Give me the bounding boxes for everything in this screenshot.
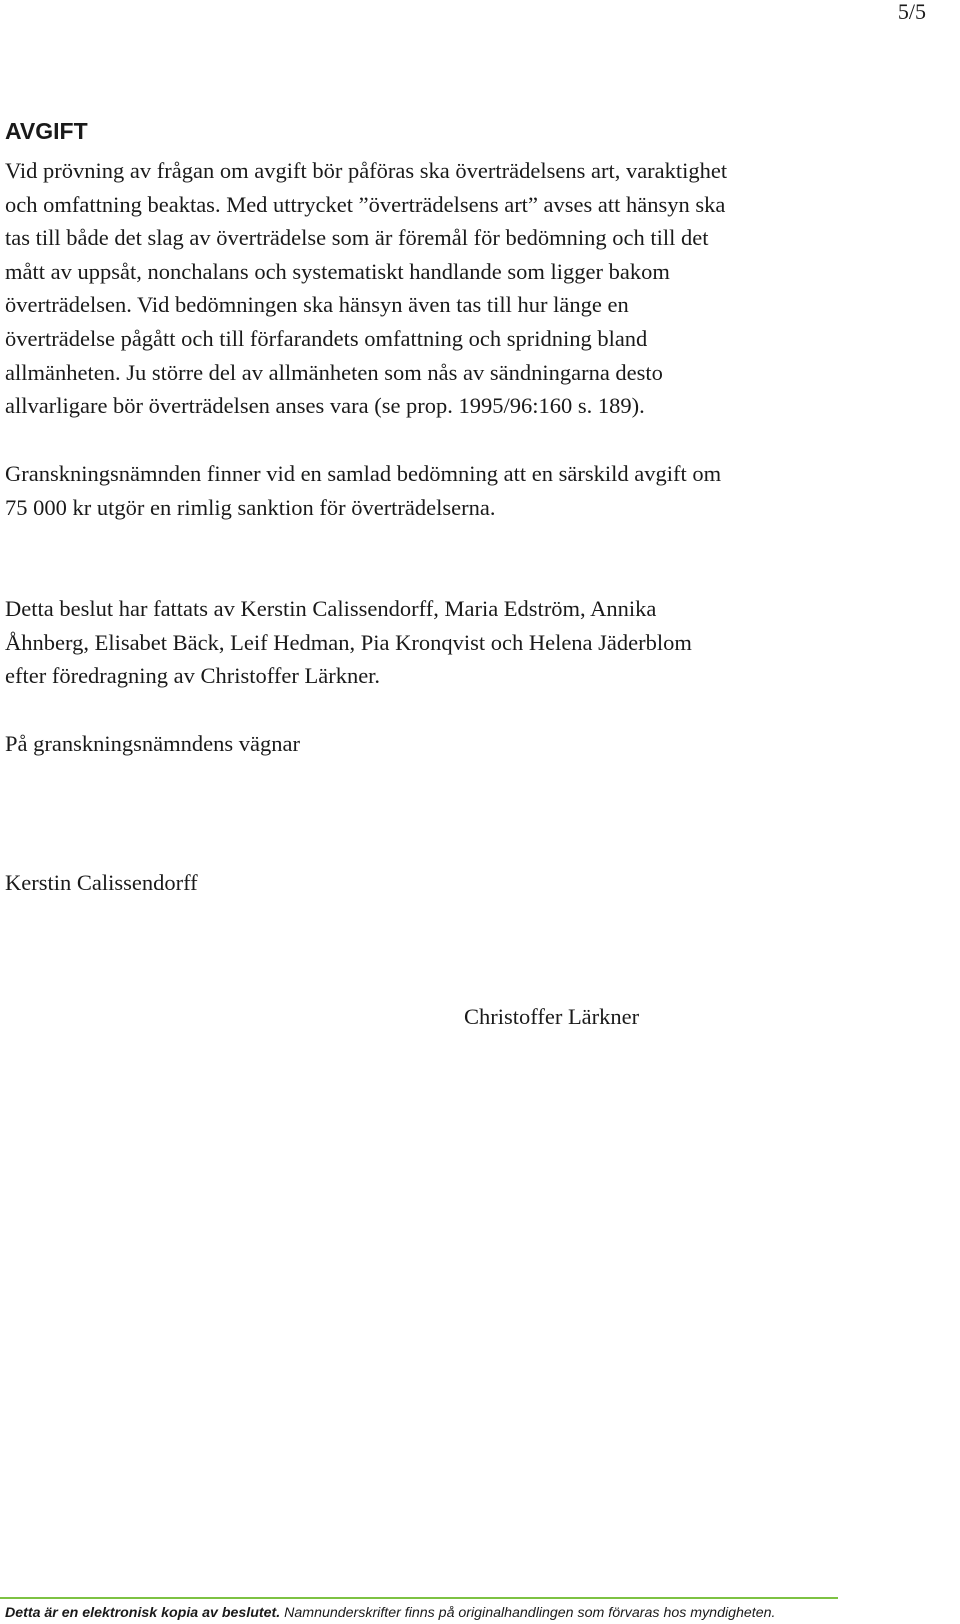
paragraph-line: efter föredragning av Christoffer Lärkner. bbox=[5, 663, 381, 689]
paragraph-line: och omfattning beaktas. Med uttrycket ”överträdelsens art” avses att hänsyn ska bbox=[5, 191, 726, 217]
section-heading: AVGIFT bbox=[5, 118, 88, 144]
paragraph-line: allvarligare bör överträdelsen anses vara (se prop. 1995/96:160 s. 189). bbox=[5, 393, 645, 419]
on-behalf-line: På granskningsnämndens vägnar bbox=[5, 731, 300, 756]
footer-divider bbox=[0, 1597, 838, 1599]
paragraph-line: Detta beslut har fattats av Kerstin Calissendorff, Maria Edström, Annika bbox=[5, 596, 657, 621]
paragraph-line: Granskningsnämnden finner vid en samlad bedömning att en särskild avgift om bbox=[5, 461, 722, 486]
fee-paragraph bbox=[5, 154, 885, 423]
paragraph-line: allmänheten. Ju större del av allmänheten som nås av sändningarna desto bbox=[5, 359, 663, 385]
page-number: 5/5 bbox=[897, 0, 926, 24]
paragraph-line: Vid prövning av frågan om avgift bör påföras ska överträdelsens art, varaktighet bbox=[5, 158, 728, 183]
paragraph-line: överträdelse pågått och till förfarandets omfattning och spridning bland bbox=[5, 325, 648, 351]
paragraph-line: överträdelsen. Vid bedömningen ska hänsyn även tas till hur länge en bbox=[5, 292, 629, 318]
signatory-rapporteur: Christoffer Lärkner bbox=[464, 1004, 640, 1029]
sanction-paragraph bbox=[5, 457, 885, 524]
signatory-chair: Kerstin Calissendorff bbox=[5, 870, 198, 895]
footer-note bbox=[5, 1604, 775, 1622]
footer-bold-text: Detta är en elektronisk kopia av beslutet. bbox=[5, 1605, 281, 1621]
paragraph-line: mått av uppsåt, nonchalans och systematiskt handlande som ligger bakom bbox=[5, 258, 670, 284]
paragraph-line: 75 000 kr utgör en rimlig sanktion för överträdelserna. bbox=[5, 494, 496, 520]
footer-normal-text: Namnunderskrifter finns på originalhandlingen som förvaras hos myndigheten. bbox=[280, 1605, 776, 1621]
paragraph-line: Åhnberg, Elisabet Bäck, Leif Hedman, Pia Kronqvist och Helena Jäderblom bbox=[5, 629, 692, 655]
decision-paragraph bbox=[5, 592, 885, 693]
paragraph-line: tas till både det slag av överträdelse som är föremål för bedömning och till det bbox=[5, 225, 709, 251]
